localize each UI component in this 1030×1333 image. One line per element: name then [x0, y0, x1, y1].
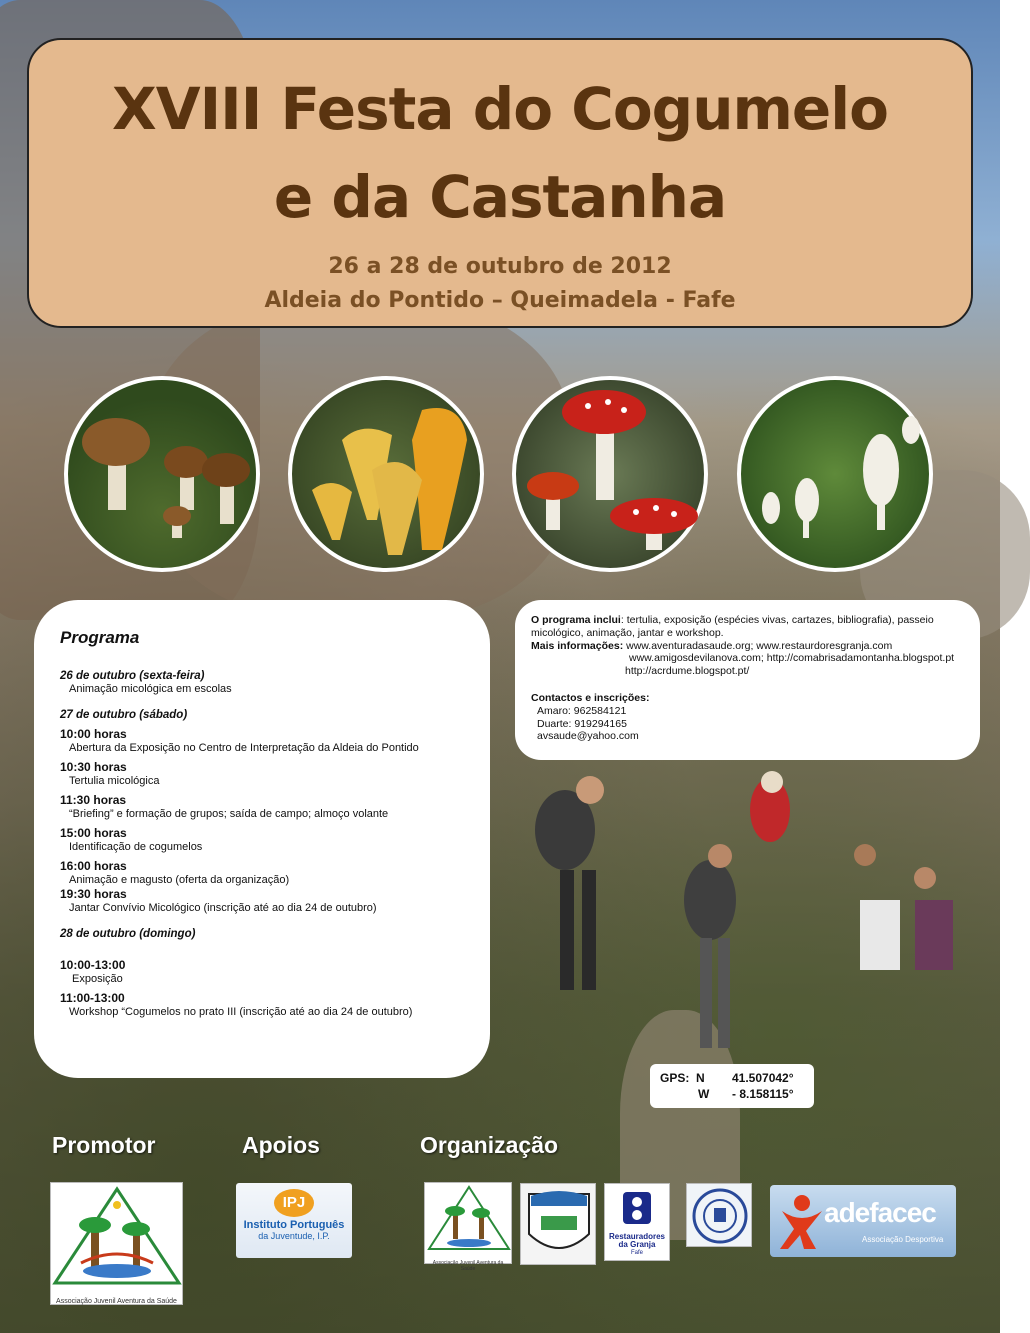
granja-line3: Fafe [630, 1249, 643, 1256]
more-info-label: Mais informações: [531, 639, 624, 652]
granja-crest-icon [617, 1188, 657, 1228]
amanita-mushroom-icon [516, 380, 712, 576]
more-info [531, 640, 964, 653]
chanterelle-mushroom-icon [292, 380, 488, 576]
vila-nova-crest-icon [521, 1184, 597, 1266]
acrdume-seal-icon [687, 1184, 753, 1248]
ipj-line1: Instituto Português [243, 1219, 345, 1231]
gps-n-label: N [696, 1071, 705, 1085]
contact-line: Amaro: 962584121 [537, 704, 627, 717]
program-item-time: 11:00-13:00 [60, 991, 125, 1005]
day-label: 27 de outubro (sábado) [60, 709, 188, 721]
day-label: 26 de outubro (sexta-feira) [60, 670, 205, 682]
day-label: 28 de outubro (domingo) [60, 928, 196, 940]
includes-label: O programa inclui [531, 614, 621, 626]
program-item-time: 16:00 horas [60, 859, 127, 873]
contacts-label: Contactos e inscrições: [531, 691, 650, 704]
adefacec-sub: Associação Desportiva [862, 1235, 944, 1244]
program-item-time: 10:00 horas [60, 727, 127, 741]
event-dates: 26 a 28 de outubro de 2012 [328, 254, 672, 279]
organizacao-heading: Organização [420, 1132, 559, 1158]
gps-label: GPS: [660, 1071, 690, 1085]
aventura-small-caption: Associação Juvenil Aventura da Saúde [432, 1260, 504, 1272]
includes-text: : tertulia, exposição (espécies vivas, cartazes, bibliografia), passeio micológico, animação, jantar e workshop. [531, 614, 934, 639]
aventura-saude-emblem-icon [51, 1183, 184, 1291]
mushroom-photo-boletus [64, 376, 260, 572]
boletus-mushroom-icon [68, 380, 264, 576]
info-box [515, 600, 980, 760]
aventura-saude-small-emblem-icon [425, 1183, 513, 1255]
ipj-line2: da Juventude, I.P. [258, 1231, 330, 1241]
program-item-text: Animação micológica em escolas [69, 683, 232, 695]
ipj-mark: IPJ [274, 1189, 314, 1217]
mushroom-photo-coprinus [737, 376, 933, 572]
contact-email[interactable]: avsaude@yahoo.com [537, 730, 639, 743]
contact-line: Duarte: 919294165 [537, 717, 627, 730]
program-includes [531, 614, 964, 640]
program-heading: Programa [60, 628, 140, 647]
granja-line2: da Granja [618, 1240, 656, 1249]
gps-w-value: - 8.158115° [732, 1087, 794, 1101]
hikers-photo [520, 760, 980, 1100]
info-link[interactable]: www.amigosdevilanova.com; http://comabrisadamontanha.blogspot.pt [629, 652, 955, 665]
adefacec-logo [770, 1185, 956, 1257]
program-item-text: Exposição [72, 973, 123, 985]
program-item-text: Animação e magusto (oferta da organização) [69, 874, 290, 886]
program-item-time: 15:00 horas [60, 826, 127, 840]
gps-box [650, 1064, 814, 1108]
program-item-text: Identificação de cogumelos [69, 841, 203, 853]
program-item-text: Tertulia micológica [69, 775, 160, 787]
mushroom-photo-amanita [512, 376, 708, 572]
coprinus-mushroom-icon [741, 380, 937, 576]
info-link[interactable]: http://acrdume.blogspot.pt/ [625, 665, 750, 678]
granja-line1: Restauradores [608, 1232, 666, 1241]
program-item-time: 10:00-13:00 [60, 958, 126, 972]
restauradores-granja-logo [604, 1183, 670, 1261]
program-item-time: 19:30 horas [60, 887, 127, 901]
title-line-1: XVIII Festa do Cogumelo [111, 75, 888, 143]
program-item-time: 11:30 horas [60, 793, 127, 807]
adefacec-name: adefacec [824, 1197, 936, 1228]
ipj-logo [236, 1183, 352, 1258]
aventura-saude-logo [50, 1182, 183, 1305]
adefacec-figure-icon [776, 1191, 826, 1251]
aventura-saude-small-logo [424, 1182, 512, 1272]
event-location: Aldeia do Pontido – Queimadela - Fafe [264, 288, 736, 313]
program-item-time: 10:30 horas [60, 760, 127, 774]
program-item-text: Jantar Convívio Micológico (inscrição até ao dia 24 de outubro) [69, 902, 377, 914]
info-link[interactable]: www.aventuradasaude.org; www.restaurdoresgranja.com [626, 639, 893, 652]
program-item-text: Workshop “Cogumelos no prato III (inscrição até ao dia 24 de outubro) [69, 1006, 413, 1018]
mushroom-photo-chanterelle [288, 376, 484, 572]
gps-w-label: W [698, 1087, 710, 1101]
program-item-text: “Briefing” e formação de grupos; saída de campo; almoço volante [69, 808, 389, 820]
program-item-text: Abertura da Exposição no Centro de Interpretação da Aldeia do Pontido [69, 742, 419, 754]
vila-nova-logo [520, 1183, 596, 1265]
acrdume-logo [686, 1183, 752, 1247]
gps-n-value: 41.507042° [732, 1071, 794, 1085]
title-box [27, 38, 973, 328]
program-box [34, 600, 490, 1078]
promotor-heading: Promotor [52, 1132, 156, 1158]
apoios-heading: Apoios [242, 1132, 320, 1158]
title-line-2: e da Castanha [273, 163, 727, 231]
aventura-caption: Associação Juvenil Aventura da Saúde [56, 1298, 177, 1305]
